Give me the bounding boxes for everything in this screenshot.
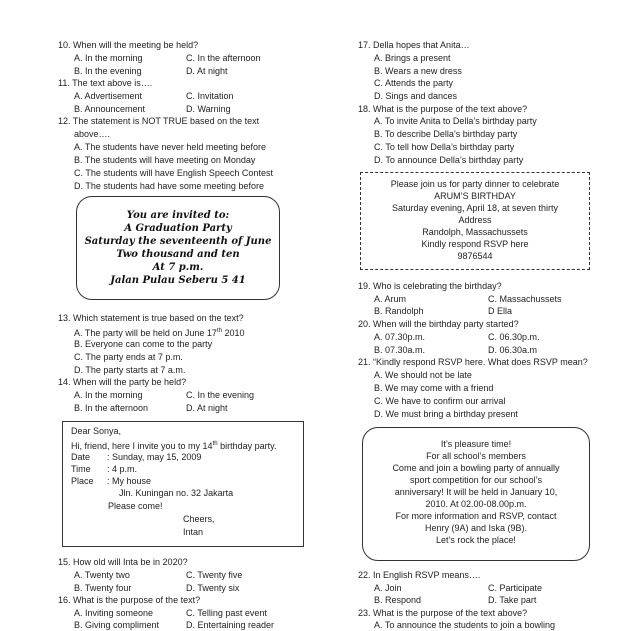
q11-stem: 11. The text above is…. — [58, 78, 153, 88]
q10-option-a[interactable]: A. In the morning — [74, 53, 143, 63]
q15-option-d[interactable]: D. Twenty six — [186, 583, 240, 593]
bowling-line-3: Come and join a bowling party of annually — [392, 463, 560, 473]
q20-option-c[interactable]: C. 06.30p.m. — [488, 332, 540, 342]
q12-option-c[interactable]: C. The students will have English Speech Contest — [74, 168, 273, 178]
q11-option-d[interactable]: D. Warning — [186, 104, 231, 114]
q15-stem: 15. How old will Inta be in 2020? — [58, 557, 188, 567]
q13-option-b[interactable]: B. Everyone can come to the party — [74, 339, 213, 349]
q14-option-b[interactable]: B. In the afternoon — [74, 403, 149, 413]
bowling-line-2: For all school’s members — [426, 451, 526, 461]
q20-stem: 20. When will the birthday party started? — [358, 319, 519, 329]
q17-option-d[interactable]: D. Sings and dances — [374, 91, 458, 101]
q22-option-a[interactable]: A. Join — [374, 583, 402, 593]
q10-stem: 10. When will the meeting be held? — [58, 40, 199, 50]
q12-stem-cont: above…. — [74, 129, 111, 139]
letter-time-label: Time — [71, 464, 91, 474]
birthday-letter-box — [62, 421, 304, 547]
q14-option-c[interactable]: C. In the evening — [186, 390, 255, 400]
q23-option-a[interactable]: A. To announce the students to join a bowling — [374, 620, 555, 630]
q10-option-d[interactable]: D. At night — [186, 66, 228, 76]
q22-option-b[interactable]: B. Respond — [374, 595, 422, 605]
grad-line-6: Jalan Pulau Seberu 5 41 — [110, 275, 246, 286]
arum-line-4: Address — [458, 215, 492, 225]
arum-line-5: Randolph, Massachussets — [422, 227, 528, 237]
q19-option-a[interactable]: A. Arum — [374, 294, 407, 304]
q17-stem: 17. Della hopes that Anita… — [358, 40, 470, 50]
arum-line-7: 9876544 — [457, 251, 493, 261]
q10-option-c[interactable]: C. In the afternoon — [186, 53, 261, 63]
q10-option-b[interactable]: B. In the evening — [74, 66, 142, 76]
q19-stem: 19. Who is celebrating the birthday? — [358, 281, 502, 291]
q15-option-a[interactable]: A. Twenty two — [74, 570, 130, 580]
q11-option-a[interactable]: A. Advertisement — [74, 91, 143, 101]
bowling-line-8: Henry (9A) and Iska (9B). — [424, 523, 528, 533]
q18-stem: 18. What is the purpose of the text above? — [358, 104, 528, 114]
q13-stem: 13. Which statement is true based on the text? — [58, 313, 244, 323]
letter-greeting: Dear Sonya, — [71, 426, 122, 436]
bowling-party-announcement — [362, 427, 590, 561]
q17-option-c[interactable]: C. Attends the party — [374, 78, 454, 88]
letter-date-label: Date — [71, 452, 91, 462]
q21-stem: 21. “Kindly respond RSVP here. What does RSVP mean? — [358, 357, 588, 367]
q23-stem: 23. What is the purpose of the text above? — [358, 608, 528, 618]
bowling-line-5: anniversary! It will be held in January 10, — [394, 487, 558, 497]
q18-option-c[interactable]: C. To tell how Della’s birthday party — [374, 142, 515, 152]
q13-option-c[interactable]: C. The party ends at 7 p.m. — [74, 352, 183, 362]
q16-option-d[interactable]: D. Entertaining reader — [186, 620, 275, 630]
q16-option-b[interactable]: B. Giving compliment — [74, 620, 160, 630]
grad-line-4: Two thousand and ten — [116, 249, 240, 260]
q17-option-b[interactable]: B. Wears a new dress — [374, 66, 462, 76]
q11-option-c[interactable]: C. Invitation — [186, 91, 234, 101]
letter-address: Jln. Kuningan no. 32 Jakarta — [119, 488, 234, 498]
q21-option-b[interactable]: B. We may come with a friend — [374, 383, 494, 393]
bowling-line-9: Let’s rock the place! — [436, 535, 516, 545]
q20-option-b[interactable]: B. 07.30a.m. — [374, 345, 426, 355]
q20-option-a[interactable]: A. 07.30p.m. — [374, 332, 426, 342]
bowling-line-7: For more information and RSVP, contact — [395, 511, 557, 521]
bowling-line-4: sport competition for our school’s — [410, 475, 542, 485]
arum-line-1: Please join us for party dinner to celebrate — [390, 179, 560, 189]
q12-stem: 12. The statement is NOT TRUE based on the text — [58, 116, 260, 126]
arum-birthday-invitation — [360, 172, 590, 270]
letter-time-value: : 4 p.m. — [107, 464, 138, 474]
arum-line-3: Saturday evening, April 18, at seven thirty — [391, 203, 559, 213]
q20-option-d[interactable]: D. 06.30a.m — [488, 345, 538, 355]
grad-line-3: Saturday the seventeenth of June — [84, 236, 272, 247]
q19-option-b[interactable]: B. Randolph — [374, 306, 424, 316]
grad-line-5: At 7 p.m. — [152, 262, 204, 273]
q16-option-c[interactable]: C. Telling past event — [186, 608, 267, 618]
letter-please-come: Please come! — [108, 501, 163, 511]
q18-option-b[interactable]: B. To describe Della’s birthday party — [374, 129, 518, 139]
graduation-invitation-card — [76, 196, 280, 300]
q19-option-c[interactable]: C. Massachussets — [488, 294, 562, 304]
letter-date-value: : Sunday, may 15, 2009 — [107, 452, 202, 462]
q22-option-c[interactable]: C. Participate — [488, 583, 543, 593]
q18-option-d[interactable]: D. To announce Della’s birthday party — [374, 155, 524, 165]
q11-option-b[interactable]: B. Announcement — [74, 104, 146, 114]
q14-option-d[interactable]: D. At night — [186, 403, 228, 413]
q22-option-d[interactable]: D. Take part — [488, 595, 537, 605]
bowling-line-6: 2010. At 02.00-08.00p.m. — [425, 499, 527, 509]
q21-option-c[interactable]: C. We have to confirm our arrival — [374, 396, 506, 406]
q12-option-d[interactable]: D. The students had have some meeting before — [74, 181, 264, 191]
letter-intro: Hi, friend, here I invite you to my 14th birthday party. — [71, 441, 277, 451]
grad-line-1: You are invited to: — [126, 210, 230, 221]
q15-option-b[interactable]: B. Twenty four — [74, 583, 132, 593]
q14-option-a[interactable]: A. In the morning — [74, 390, 143, 400]
grad-line-2: A Graduation Party — [124, 223, 232, 234]
q15-option-c[interactable]: C. Twenty five — [186, 570, 243, 580]
arum-line-2: ARUM’S BIRTHDAY — [434, 191, 516, 201]
letter-place-value: : My house — [107, 476, 152, 486]
q12-option-b[interactable]: B. The students will have meeting on Monday — [74, 155, 256, 165]
q16-stem: 16. What is the purpose of the text? — [58, 595, 201, 605]
q13-option-a[interactable]: A. The party will be held on June 17th 2010 — [74, 328, 245, 338]
arum-line-6: Kindly respond RSVP here — [421, 239, 529, 249]
q17-option-a[interactable]: A. Brings a present — [374, 53, 451, 63]
q18-option-a[interactable]: A. To invite Anita to Della’s birthday party — [374, 116, 537, 126]
letter-place-label: Place — [71, 476, 94, 486]
q21-option-d[interactable]: D. We must bring a birthday present — [374, 409, 518, 419]
q14-stem: 14. When will the party be held? — [58, 377, 187, 387]
q16-option-a[interactable]: A. Inviting someone — [74, 608, 154, 618]
bowling-line-1: It’s pleasure time! — [440, 439, 512, 449]
q12-option-a[interactable]: A. The students have never held meeting before — [74, 142, 266, 152]
q21-option-a[interactable]: A. We should not be late — [374, 370, 472, 380]
q13-option-d[interactable]: D. The party starts at 7 a.m. — [74, 365, 186, 375]
q22-stem: 22. In English RSVP means…. — [358, 570, 481, 580]
q19-option-d[interactable]: D Ella — [488, 306, 513, 316]
letter-cheers: Cheers, — [183, 514, 215, 524]
letter-signature: Intan — [183, 527, 204, 537]
